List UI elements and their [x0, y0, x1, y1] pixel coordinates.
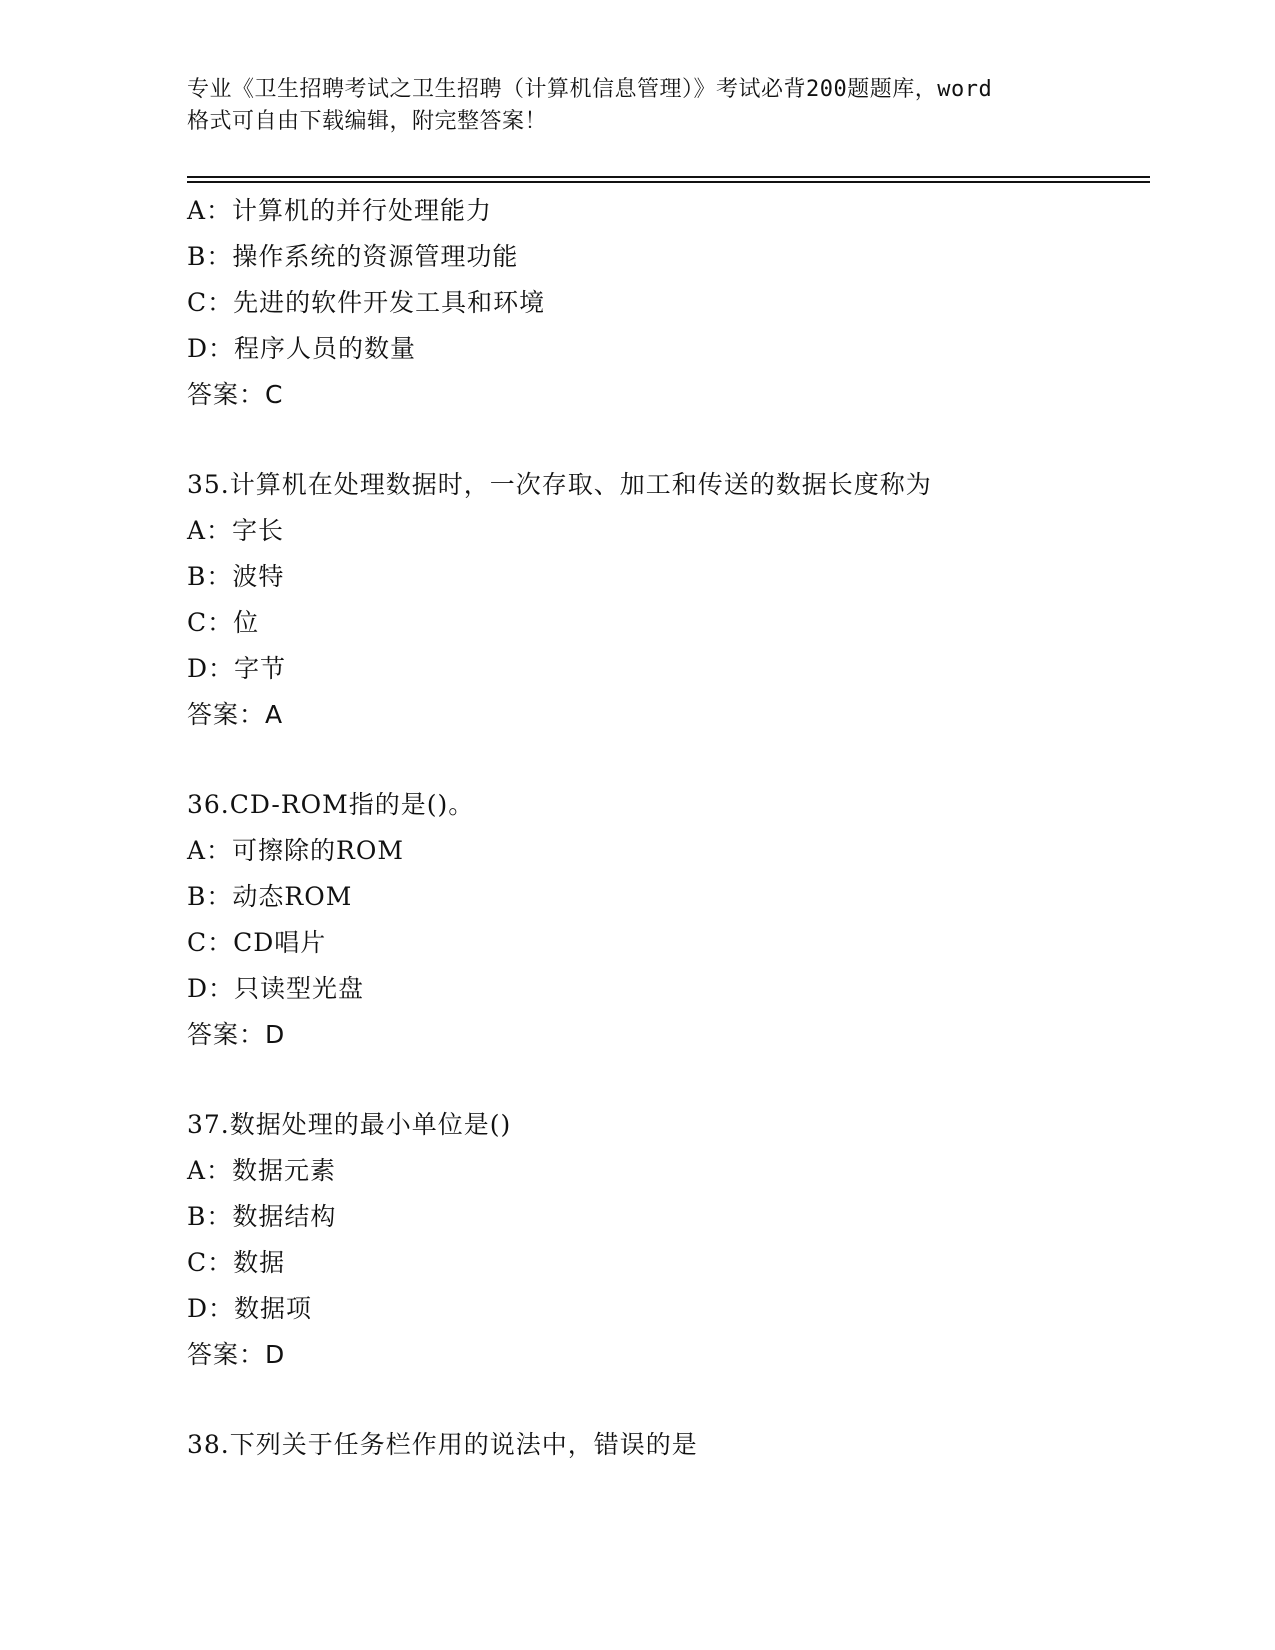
option-c: C：数据 — [187, 1248, 286, 1277]
question-text: 38.下列关于任务栏作用的说法中，错误的是 — [187, 1430, 698, 1459]
answer-line: 答案：D — [187, 1020, 286, 1049]
question-38 — [187, 1422, 1147, 1468]
page-header — [187, 74, 1087, 138]
question-text: 35.计算机在处理数据时，一次存取、加工和传送的数据长度称为 — [187, 470, 932, 499]
question-37 — [187, 1102, 1147, 1378]
question-text: 36.CD-ROM指的是()。 — [187, 790, 475, 819]
answer-line: 答案：D — [187, 1340, 286, 1369]
option-b: B：操作系统的资源管理功能 — [187, 242, 519, 271]
header-subtitle-line: 格式可自由下载编辑，附完整答案！ — [187, 109, 548, 134]
answer-line: 答案：A — [187, 700, 284, 729]
option-a: A：字长 — [187, 516, 285, 545]
answer-line: 答案：C — [187, 380, 284, 409]
option-b: B：数据结构 — [187, 1202, 337, 1231]
option-c: C：CD唱片 — [187, 928, 327, 957]
question-text: 37.数据处理的最小单位是() — [187, 1110, 512, 1139]
header-divider-bottom — [187, 181, 1150, 183]
option-d: D：字节 — [187, 654, 287, 683]
header-title-line: 专业《卫生招聘考试之卫生招聘（计算机信息管理）》考试必背200题题库，word — [187, 77, 993, 102]
option-c: C：位 — [187, 608, 260, 637]
question-fragment-34 — [187, 188, 1147, 418]
question-list — [187, 188, 1147, 1512]
option-a: A：计算机的并行处理能力 — [187, 196, 493, 225]
option-b: B：动态ROM — [187, 882, 353, 911]
option-d: D：程序人员的数量 — [187, 334, 417, 363]
option-d: D：数据项 — [187, 1294, 313, 1323]
option-c: C：先进的软件开发工具和环境 — [187, 288, 546, 317]
option-b: B：波特 — [187, 562, 285, 591]
option-d: D：只读型光盘 — [187, 974, 365, 1003]
question-36 — [187, 782, 1147, 1058]
header-divider-top — [187, 176, 1150, 178]
option-a: A：数据元素 — [187, 1156, 337, 1185]
question-35 — [187, 462, 1147, 738]
option-a: A：可擦除的ROM — [187, 836, 404, 865]
